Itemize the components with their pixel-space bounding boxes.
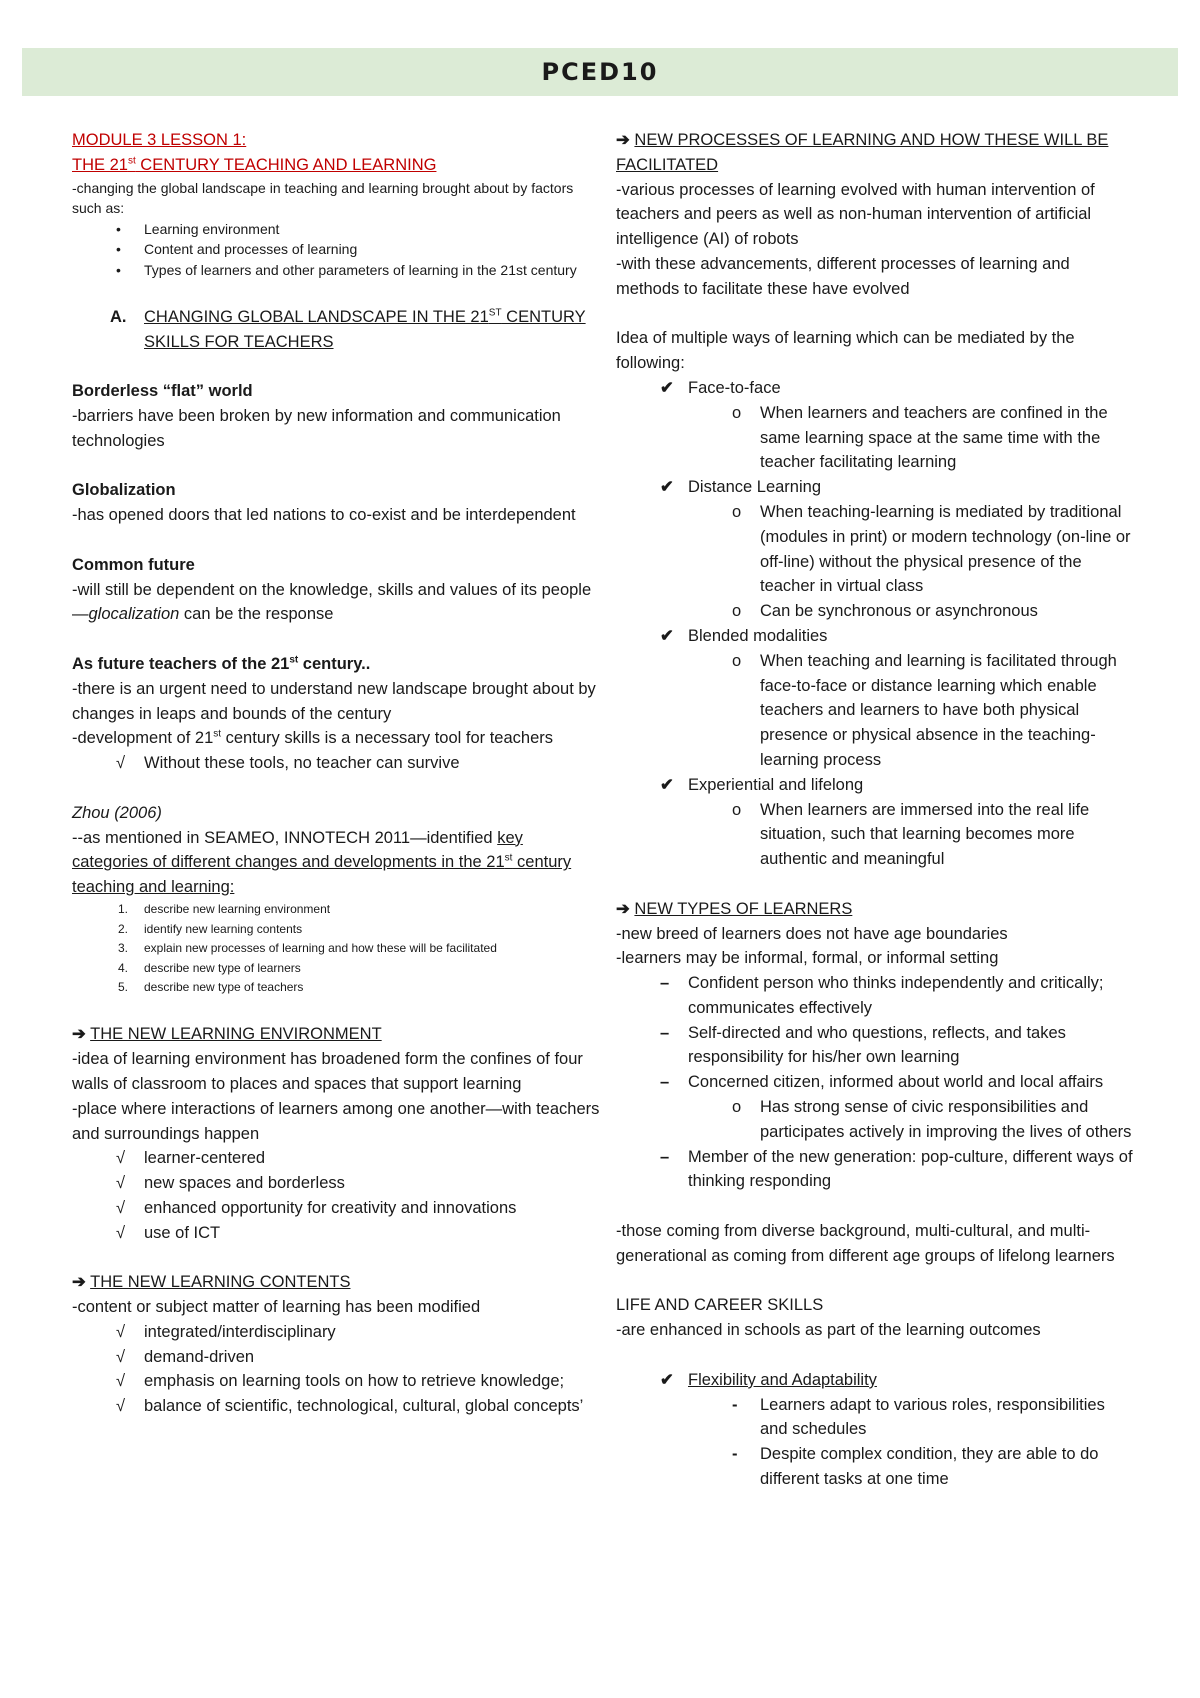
type-item bbox=[616, 1021, 1136, 1071]
processes-title: NEW PROCESSES OF LEARNING AND HOW THESE WILL BE FACILITATED bbox=[616, 131, 1109, 174]
check-item bbox=[72, 1146, 602, 1171]
check-icon: √ bbox=[116, 1372, 126, 1391]
right-column bbox=[616, 128, 1136, 1492]
env-title: THE NEW LEARNING ENVIRONMENT bbox=[90, 1025, 382, 1044]
mode-item bbox=[616, 624, 1136, 649]
factor-item: • Learning environment bbox=[72, 219, 602, 240]
sub-item-label: When teaching-learning is mediated by traditional (modules in print) or modern technology (on-line or off-line) without the physical presence of the teacher in virtual class bbox=[760, 502, 1131, 596]
section-a-heading bbox=[72, 305, 602, 355]
common-text-pre: -will still be dependent on the knowledge, skills and values of its people— bbox=[72, 580, 592, 624]
check-item-label: learner-centered bbox=[144, 1149, 266, 1168]
types-heading bbox=[616, 897, 1136, 922]
contents-title: THE NEW LEARNING CONTENTS bbox=[90, 1273, 351, 1292]
header-banner bbox=[22, 48, 1178, 96]
sub-item bbox=[616, 1095, 1136, 1145]
intro-text: -changing the global landscape in teaching and learning brought about by factors such as: bbox=[72, 179, 574, 217]
zhou-item: 3. explain new processes of learning and how these will be facilitated bbox=[118, 941, 497, 956]
zhou-item: 2. identify new learning contents bbox=[118, 921, 303, 936]
sub-item-label: When learners and teachers are confined in the same learning space at the same time with the teacher facilitating learning bbox=[760, 403, 1108, 472]
section-a-post: CENTURY SKILLS FOR TEACHERS bbox=[144, 307, 586, 351]
sub-item bbox=[616, 798, 1136, 872]
common-future-text bbox=[72, 578, 602, 628]
check-item bbox=[72, 1394, 602, 1419]
check-item bbox=[72, 1369, 602, 1394]
type-item bbox=[616, 1070, 1136, 1095]
flex-title: Flexibility and Adaptability bbox=[688, 1370, 877, 1389]
future-sup: st bbox=[289, 654, 299, 666]
contents-heading bbox=[72, 1270, 602, 1295]
processes-text-2: -with these advancements, different processes of learning and methods to facilitate these have evolved bbox=[616, 254, 1070, 298]
future-pre: As future teachers of the 21 bbox=[72, 655, 290, 674]
sub-item-label: When teaching and learning is facilitated through face-to-face or distance learning which enable teachers and learners to have both physical presence or physical absence in the teaching-learning process bbox=[760, 651, 1117, 769]
zhou-item: 1. describe new learning environment bbox=[118, 902, 331, 917]
env-text-2: -place where interactions of learners among one another—with teachers and surroundings happen bbox=[72, 1099, 600, 1143]
flex-item-label: Learners adapt to various roles, responsibilities and schedules bbox=[760, 1395, 1105, 1439]
factor-item: • Content and processes of learning bbox=[72, 239, 602, 260]
flex-heading-list bbox=[616, 1368, 1136, 1393]
flex-item bbox=[616, 1393, 1136, 1443]
dash-bullet-icon: – bbox=[660, 1073, 670, 1092]
zhou-u-post: century teaching and learning: bbox=[72, 853, 572, 897]
zhou-u-pre: key categories of different changes and developments in the 21 bbox=[72, 828, 523, 872]
sub-item bbox=[616, 649, 1136, 773]
mode-item bbox=[616, 475, 1136, 500]
mode-label: Blended modalities bbox=[688, 626, 828, 645]
circle-bullet-icon: o bbox=[732, 651, 742, 670]
contents-text: -content or subject matter of learning has been modified bbox=[72, 1298, 481, 1317]
env-text-1: -idea of learning environment has broadened form the confines of four walls of classroom to places and spaces that support learning bbox=[72, 1050, 583, 1093]
flex-list bbox=[616, 1393, 1136, 1492]
check-icon: ✔ bbox=[660, 626, 674, 645]
zhou-item-label: describe new type of learners bbox=[144, 960, 301, 975]
check-item-label: balance of scientific, technological, cultural, global concepts’ bbox=[144, 1397, 584, 1416]
future-line2-post: century skills is a necessary tool for teachers bbox=[221, 729, 554, 748]
zhou-item: 4. describe new type of learners bbox=[118, 960, 301, 975]
lesson-title-post: CENTURY TEACHING AND LEARNING bbox=[135, 155, 437, 174]
zhou-title: Zhou (2006) bbox=[72, 803, 162, 822]
check-icon: ✔ bbox=[660, 1370, 674, 1389]
check-icon: √ bbox=[116, 1347, 126, 1366]
zhou-list bbox=[72, 900, 602, 998]
factor-item: • Types of learners and other parameters of learning in the 21st century bbox=[72, 260, 602, 281]
modes-list bbox=[616, 773, 1136, 798]
sub-item bbox=[616, 401, 1136, 475]
arrow-icon: ➔ bbox=[72, 1025, 86, 1044]
dash-bullet-icon: – bbox=[660, 1147, 670, 1166]
mode-sub-list bbox=[616, 798, 1136, 872]
future-line2-pre: -development of 21 bbox=[72, 729, 214, 748]
mode-sub-list bbox=[616, 500, 1136, 624]
type-label: Member of the new generation: pop-culture, different ways of thinking responding bbox=[688, 1147, 1133, 1191]
mode-label: Distance Learning bbox=[688, 478, 821, 497]
mode-item bbox=[616, 376, 1136, 401]
type-label: Self-directed and who questions, reflects, and takes responsibility for his/her own learning bbox=[688, 1023, 1066, 1067]
arrow-icon: ➔ bbox=[616, 899, 630, 918]
globalization-text: -has opened doors that led nations to co-exist and be interdependent bbox=[72, 506, 576, 525]
types-text-1: -new breed of learners does not have age boundaries bbox=[616, 924, 1008, 943]
section-a-sup: ST bbox=[488, 307, 502, 319]
processes-heading bbox=[616, 128, 1136, 178]
sub-item bbox=[616, 599, 1136, 624]
check-item bbox=[72, 1171, 602, 1196]
types-list bbox=[616, 1145, 1136, 1195]
section-a-marker: A. bbox=[110, 307, 127, 326]
future-check-list bbox=[72, 751, 602, 776]
course-title: PCED10 bbox=[541, 58, 659, 86]
check-icon: √ bbox=[116, 1223, 126, 1242]
check-item-label: new spaces and borderless bbox=[144, 1174, 345, 1193]
dash-bullet-icon: – bbox=[660, 974, 670, 993]
factor-list bbox=[72, 219, 602, 281]
check-item bbox=[72, 1320, 602, 1345]
common-future-title: Common future bbox=[72, 555, 195, 574]
type-sub-list bbox=[616, 1095, 1136, 1145]
types-list bbox=[616, 971, 1136, 1095]
type-label: Confident person who thinks independently and critically; communicates effectively bbox=[688, 974, 1104, 1017]
check-icon: ✔ bbox=[660, 775, 674, 794]
mode-sub-list bbox=[616, 649, 1136, 773]
idea-text: Idea of multiple ways of learning which can be mediated by the following: bbox=[616, 329, 1075, 373]
env-list bbox=[72, 1146, 602, 1245]
check-item bbox=[72, 751, 602, 776]
flex-item bbox=[616, 1442, 1136, 1492]
dash-bullet-icon: – bbox=[660, 1023, 670, 1042]
sub-item-label: Has strong sense of civic responsibilities and participates actively in improving the lives of others bbox=[760, 1098, 1132, 1141]
zhou-item-label: identify new learning contents bbox=[144, 921, 303, 936]
type-item bbox=[616, 971, 1136, 1021]
modes-list bbox=[616, 376, 1136, 401]
circle-bullet-icon: o bbox=[732, 502, 742, 521]
circle-bullet-icon: o bbox=[732, 800, 742, 819]
section-a-pre: CHANGING GLOBAL LANDSCAPE IN THE 21 bbox=[144, 307, 489, 326]
life-career-text: -are enhanced in schools as part of the learning outcomes bbox=[616, 1321, 1041, 1340]
modes-list bbox=[616, 475, 1136, 500]
arrow-icon: ➔ bbox=[72, 1273, 86, 1292]
future-teachers-title bbox=[72, 652, 602, 677]
sub-item bbox=[616, 500, 1136, 599]
zhou-item-label: explain new processes of learning and how these will be facilitated bbox=[144, 941, 497, 956]
borderless-text: -barriers have been broken by new information and communication technologies bbox=[72, 407, 561, 450]
zhou-item: 5. describe new type of teachers bbox=[118, 980, 304, 995]
mode-label: Face-to-face bbox=[688, 378, 781, 397]
types-title: NEW TYPES OF LEARNERS bbox=[634, 899, 853, 918]
types-text-2: -learners may be informal, formal, or informal setting bbox=[616, 949, 999, 968]
processes-text-1: -various processes of learning evolved with human intervention of teachers and peers as well as non-human intervention of artificial intelligence (AI) of robots bbox=[616, 180, 1095, 249]
check-icon: √ bbox=[116, 1322, 126, 1341]
future-post: century.. bbox=[298, 655, 371, 674]
zhou-pre: --as mentioned in SEAMEO, INNOTECH 2011—identified bbox=[72, 828, 498, 847]
contents-list bbox=[72, 1320, 602, 1419]
common-text-post: can be the response bbox=[179, 605, 334, 624]
circle-bullet-icon: o bbox=[732, 1098, 742, 1117]
modes-list bbox=[616, 624, 1136, 649]
check-item-label: enhanced opportunity for creativity and innovations bbox=[144, 1198, 517, 1217]
left-column bbox=[72, 128, 602, 1419]
future-line-2 bbox=[72, 726, 602, 751]
check-icon: ✔ bbox=[660, 378, 674, 397]
mode-item bbox=[616, 773, 1136, 798]
hyphen-bullet-icon: - bbox=[732, 1445, 738, 1464]
zhou-text bbox=[72, 826, 602, 900]
type-label: Concerned citizen, informed about world and local affairs bbox=[688, 1073, 1104, 1092]
mode-sub-list bbox=[616, 401, 1136, 475]
check-item-label: emphasis on learning tools on how to retrieve knowledge; bbox=[144, 1372, 565, 1391]
flex-heading bbox=[616, 1368, 1136, 1393]
lesson-title-pre: THE 21 bbox=[72, 155, 128, 174]
check-icon: √ bbox=[116, 1397, 126, 1416]
circle-bullet-icon: o bbox=[732, 602, 742, 621]
flex-item-label: Despite complex condition, they are able to do different tasks at one time bbox=[760, 1445, 1099, 1489]
check-icon: √ bbox=[116, 1198, 126, 1217]
mode-label: Experiential and lifelong bbox=[688, 775, 864, 794]
zhou-item-label: describe new learning environment bbox=[144, 902, 331, 917]
arrow-icon: ➔ bbox=[616, 131, 630, 149]
type-item bbox=[616, 1145, 1136, 1195]
sub-item-label: Can be synchronous or asynchronous bbox=[760, 602, 1038, 621]
check-item-label: integrated/interdisciplinary bbox=[144, 1322, 336, 1341]
module-line: MODULE 3 LESSON 1: bbox=[72, 131, 247, 149]
zhou-u-sup: st bbox=[504, 852, 513, 864]
check-item-label: demand-driven bbox=[144, 1347, 255, 1366]
check-item bbox=[72, 1345, 602, 1370]
globalization-title: Globalization bbox=[72, 481, 176, 500]
future-line-1: -there is an urgent need to understand new landscape brought about by changes in leaps and bounds of the century bbox=[72, 679, 596, 723]
life-career-title: LIFE AND CAREER SKILLS bbox=[616, 1296, 824, 1315]
hyphen-bullet-icon: - bbox=[732, 1395, 738, 1414]
zhou-item-label: describe new type of teachers bbox=[144, 980, 304, 995]
module-heading bbox=[72, 128, 602, 153]
sub-item-label: When learners are immersed into the real life situation, such that learning becomes more authentic and meaningful bbox=[760, 800, 1090, 869]
circle-bullet-icon: o bbox=[732, 403, 742, 422]
diverse-text: -those coming from diverse background, multi-cultural, and multi-generational as coming from different age groups of lifelong learners bbox=[616, 1222, 1115, 1265]
check-icon: ✔ bbox=[660, 478, 674, 497]
lesson-title bbox=[72, 153, 602, 178]
lesson-title-sup: st bbox=[127, 155, 136, 167]
check-item-label: Without these tools, no teacher can survive bbox=[144, 754, 460, 773]
check-item bbox=[72, 1196, 602, 1221]
future-line2-sup: st bbox=[213, 728, 222, 740]
borderless-title: Borderless “flat” world bbox=[72, 382, 253, 401]
env-heading bbox=[72, 1022, 602, 1047]
common-text-em: glocalization bbox=[88, 605, 180, 624]
check-icon: √ bbox=[116, 1149, 126, 1168]
check-icon: √ bbox=[116, 754, 126, 773]
check-item bbox=[72, 1221, 602, 1246]
check-icon: √ bbox=[116, 1174, 126, 1193]
check-item-label: use of ICT bbox=[144, 1223, 221, 1242]
